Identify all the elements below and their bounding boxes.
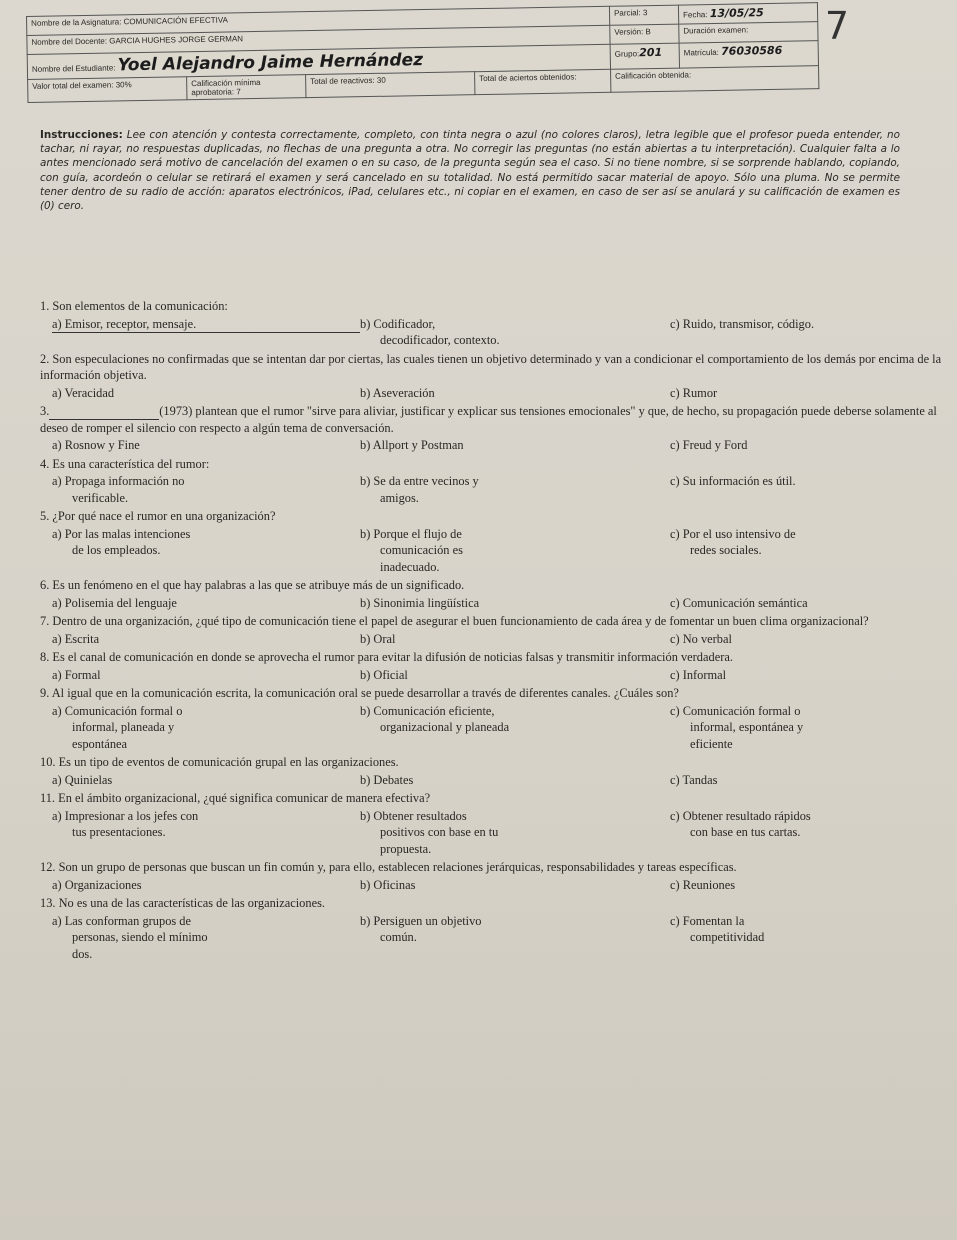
option-a[interactable] [40,595,360,612]
option-text: de los empleados. [72,543,161,557]
option-text: b) Oficial [360,667,408,682]
answer-options [40,631,945,648]
option-c[interactable] [670,877,930,894]
option-b[interactable] [360,316,670,349]
option-text: b) Porque el flujo de [360,526,462,541]
question-stem: 9. Al igual que en la comunicación escrita, la comunicación oral se puede desarrollar a través de diferentes canales. ¿Cuáles son? [40,686,679,700]
option-text: b) Se da entre vecinos y [360,474,479,488]
answer-options [40,667,945,684]
option-text: redes sociales. [690,543,762,557]
question-item [40,298,945,349]
option-text: a) Impresionar a los jefes con [52,808,199,823]
option-a[interactable] [40,667,360,684]
option-text: a) Rosnow y Fine [52,438,140,452]
option-text: común. [380,930,417,944]
grade-cell: Calificación obtenida: [611,66,819,93]
option-b[interactable] [360,667,670,684]
option-c[interactable] [670,385,930,402]
question-item [40,577,945,611]
option-text: b) Sinonimia lingüística [360,595,480,610]
option-a[interactable] [40,808,360,858]
option-text: positivos con base en tu [380,825,499,839]
option-text: b) Allport y Postman [360,438,464,452]
option-c[interactable] [670,913,930,963]
answer-options [40,437,945,454]
option-b[interactable] [360,877,670,894]
option-text: c) Su información es útil. [670,474,796,488]
option-text: dos. [72,946,93,961]
option-c[interactable] [670,595,930,612]
question-item [40,859,945,893]
answer-options [40,316,945,349]
option-text: c) Ruido, transmisor, código. [670,316,815,331]
option-c[interactable] [670,631,930,648]
question-item [40,895,945,962]
option-text: b) Persiguen un objetivo [360,913,482,928]
min-grade-cell: Calificación mínima aprobatoria: 7 [187,75,306,100]
answer-options [40,703,945,753]
question-stem: 10. Es un tipo de eventos de comunicación grupal en las organizaciones. [40,755,399,769]
question-stem: 6. Es un fenómeno en el que hay palabras a las que se atribuye más de un significado. [40,578,465,592]
date-cell: Fecha: 13/05/25 [678,3,817,24]
option-text: eficiente [690,736,733,751]
question-item [40,790,945,857]
option-c[interactable] [670,473,930,506]
option-text: c) Rumor [670,385,718,400]
option-a[interactable] [40,913,360,963]
option-text: b) Codificador, [360,316,436,331]
answer-options [40,595,945,612]
question-stem: 12. Son un grupo de personas que buscan un fin común y, para ello, establecen relaciones jerárquicas, responsabilidades y tareas específicas. [40,860,737,874]
answer-options [40,526,945,576]
question-stem: 3. (1973) plantean que el rumor "sirve para aliviar, justificar y explicar sus tensiones emocionales" y que, de hecho, su propagación puede deberse solamente al deseo de romper el silencio con respecto a algún tema de conversación. [40,404,937,435]
option-text: c) Reuniones [670,877,736,892]
question-item [40,685,945,752]
option-text: a) Organizaciones [52,877,142,892]
question-stem: 4. Es una característica del rumor: [40,456,210,471]
option-a[interactable] [40,385,360,402]
question-item [40,649,945,683]
handwritten-page-number: 7 [824,4,849,48]
option-b[interactable] [360,437,670,454]
answer-options [40,913,945,963]
option-b[interactable] [360,473,670,506]
subject-cell: Nombre de la Asignatura: COMUNICACIÓN EFECTIVA [27,6,610,35]
question-stem: 1. Son elementos de la comunicación: [40,299,228,313]
option-c[interactable] [670,772,930,789]
option-text: b) Debates [360,772,414,787]
option-a[interactable] [40,526,360,576]
option-text: a) Emisor, receptor, mensaje. [52,316,360,334]
option-text: c) Comunicación formal o [670,703,801,718]
answer-options [40,385,945,402]
questions-list [40,298,945,964]
option-c[interactable] [670,808,930,858]
option-text: a) Por las malas intenciones [52,526,191,541]
question-stem: 7. Dentro de una organización, ¿qué tipo de comunicación tiene el papel de asegurar el buen funcionamiento de cada área y de fomentar un buen clima organizacional? [40,614,869,628]
exam-header-table [26,2,819,103]
option-b[interactable] [360,385,670,402]
option-b[interactable] [360,703,670,753]
option-text: a) Polisemia del lenguaje [52,595,177,610]
option-text: c) Fomentan la [670,913,745,928]
question-item [40,613,945,647]
option-text: propuesta. [380,841,432,856]
option-text: c) Obtener resultado rápidos [670,808,811,823]
option-text: tus presentaciones. [72,825,166,839]
option-text: a) Quinielas [52,772,113,787]
matricula-cell: Matrícula: 76030586 [679,41,818,68]
question-item [40,403,945,454]
question-number: 3. [40,404,50,418]
option-text: informal, espontánea y [690,720,804,734]
answer-options [40,877,945,894]
option-b[interactable] [360,808,670,858]
answer-blank[interactable] [49,407,159,420]
question-stem: 2. Son especulaciones no confirmadas que se intentan dar por ciertas, las cuales tienen un objetivo determinado y van a condicionar el comportamiento de los demás por encima de la información objetiva. [40,351,942,382]
instructions-paragraph: Instrucciones: Lee con atención y contesta correctamente, completo, con tinta negra o azul (no colores claros), letra legible que el profesor pueda entender, no tachar, ni rayar, no respuestas duplicadas, no flechas de una pregunta a otra. No corregir las preguntas (no están abiertas a tu interpretación). Cualquier falta a lo antes mencionado será motivo de cancelación del examen o en su caso, de la pregunta según sea el caso. Si no tiene nombre, si se sorprende hablando, copiando, con guía, acordeón o celular se retirará el examen y será cancelado en su totalidad. No está permitido sacar material de apoyo. Sólo una pluma. No se permite tener dentro de su radio de acción: aparatos electrónicos, iPad, celulares etc., ni copiar en el examen, en caso de ser así se anulará y su calificación de examen es (0) cero. [40,129,900,213]
question-stem: 11. En el ámbito organizacional, ¿qué significa comunicar de manera efectiva? [40,791,431,805]
group-cell: Grupo:201 [610,43,679,69]
option-a[interactable] [40,631,360,648]
option-c[interactable] [670,526,930,576]
option-text: a) Propaga información no [52,474,185,488]
option-text: comunicación es [380,543,463,557]
teacher-cell: Nombre del Docente: GARCIA HUGHES JORGE GERMAN [27,25,610,54]
option-a[interactable] [40,772,360,789]
total-correct-cell: Total de aciertos obtenidos: [475,69,611,94]
question-stem: 8. Es el canal de comunicación en donde se aprovecha el rumor para evitar la difusión de noticias falsas y transmitir información verdadera. [40,650,733,664]
option-text: c) Tandas [670,772,718,787]
option-a[interactable] [40,473,360,506]
option-c[interactable] [670,667,930,684]
option-b[interactable] [360,526,670,576]
option-text: organizacional y planeada [380,720,510,734]
option-text: amigos. [380,490,419,505]
question-item [40,351,945,402]
option-text: con base en tus cartas. [690,825,801,839]
question-item [40,508,945,575]
question-stem: 5. ¿Por qué nace el rumor en una organización? [40,509,276,523]
option-text: inadecuado. [380,559,440,574]
question-item [40,754,945,788]
option-a[interactable] [40,703,360,753]
option-b[interactable] [360,772,670,789]
option-a[interactable] [40,316,360,349]
answer-options [40,473,945,506]
option-c[interactable] [670,316,930,349]
option-a[interactable] [40,437,360,454]
option-text: decodificador, contexto. [380,333,500,347]
option-text: b) Aseveración [360,385,435,400]
option-text: c) Por el uso intensivo de [670,526,796,541]
option-text: a) Las conforman grupos de [52,913,192,928]
answer-options [40,772,945,789]
option-text: a) Escrita [52,631,100,646]
duration-cell: Duración examen: [679,22,818,43]
option-text: a) Veracidad [52,385,115,400]
option-a[interactable] [40,877,360,894]
student-name: Yoel Alejandro Jaime Hernández [117,50,424,76]
option-text: a) Formal [52,667,101,682]
option-b[interactable] [360,595,670,612]
option-text: c) No verbal [670,631,732,646]
student-cell: Nombre del Estudiante: Yoel Alejandro Jaime Hernández [27,44,610,79]
option-text: informal, planeada y [72,720,175,734]
option-text: b) Oral [360,631,396,646]
option-b[interactable] [360,913,670,963]
answer-options [40,808,945,858]
option-text: b) Oficinas [360,877,416,892]
option-text: c) Informal [670,667,727,682]
option-text: c) Comunicación semántica [670,595,808,610]
total-reactives-cell: Total de reactivos: 30 [306,72,475,98]
option-c[interactable] [670,437,930,454]
version-cell: Versión: B [610,24,679,44]
option-text: c) Freud y Ford [670,438,748,452]
option-text: espontánea [72,736,128,751]
partial-cell: Parcial: 3 [609,5,678,25]
option-text: b) Obtener resultados [360,808,467,823]
option-text: personas, siendo el mínimo [72,930,208,944]
option-b[interactable] [360,631,670,648]
option-c[interactable] [670,703,930,753]
question-stem: 13. No es una de las características de las organizaciones. [40,896,325,910]
question-item [40,456,945,507]
total-value-cell: Valor total del examen: 30% [28,77,187,103]
option-text: b) Comunicación eficiente, [360,703,495,718]
option-text: verificable. [72,490,129,505]
option-text: a) Comunicación formal o [52,703,183,718]
option-text: competitividad [690,930,765,944]
